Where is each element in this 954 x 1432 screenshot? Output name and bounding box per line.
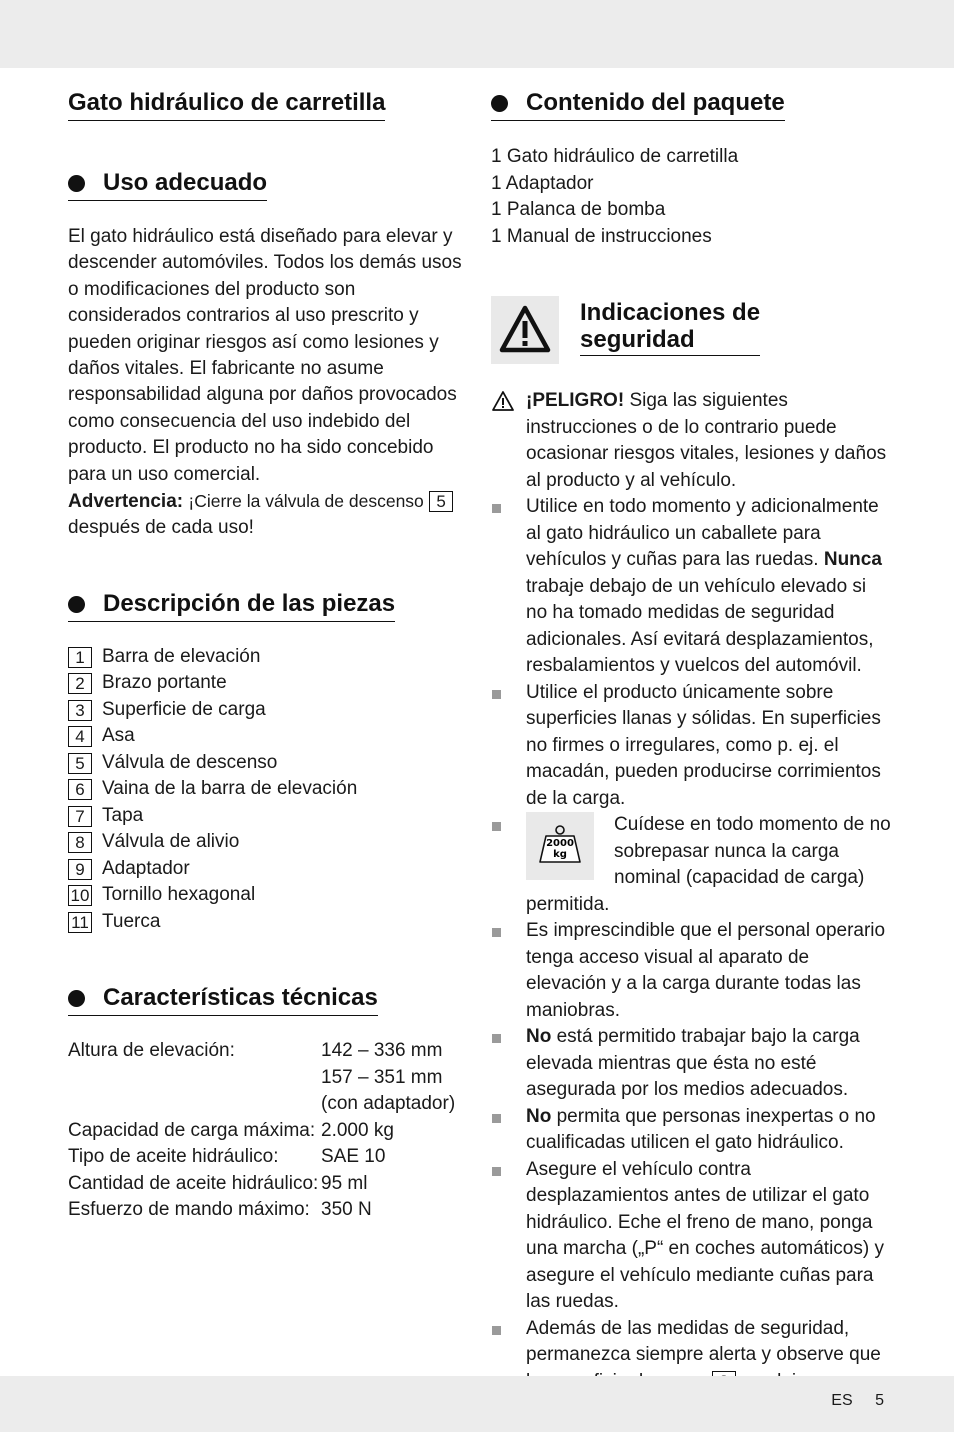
bullet-square-icon [492,822,501,831]
list-item: No está permitido trabajar bajo la carga elevada mientras que ésta no esté asegurada por los medios adecuados. [491,1024,891,1104]
footer-band [0,1376,954,1432]
header-band [0,0,954,68]
bullet-square-icon [492,1114,501,1123]
list-item: Es imprescindible que el personal operario tenga acceso visual al aparato de elevación y a la carga durante todas las maniobras. [491,918,891,1024]
bullet-square-icon [492,1326,501,1335]
uso-body: El gato hidráulico está diseñado para elevar y descender automóviles. Todos los demás usos o modificaciones del producto son considerados contrarios al uso prescrito y pueden originar riesgos así como lesiones y daños vitales. El fabricante no asume responsabilidad alguna por daños provocados como consecuencia del uso indebido del producto. El producto no ha sido concebido para un uso comercial. Advertencia: ¡Cierre la válvula de descenso 5 después de cada uso! [68,226,462,539]
danger-triangle-icon [491,390,515,421]
contenido-heading-text: Contenido del paquete [526,89,785,116]
specs-table [68,1038,464,1224]
list-item: 1 Barra de elevación [68,644,464,671]
table-row: (con adaptador) [321,1093,456,1115]
safety-heading: Indicaciones de seguridad [580,299,760,356]
list-item: 4 Asa [68,723,464,750]
danger-item: ¡PELIGRO! Siga las siguientes instrucciones o de lo contrario puede ocasionar riesgos vitales, lesiones y daños al producto y al vehículo. [491,388,891,494]
list-item: No permita que personas inexpertas o no cualificadas utilicen el gato hidráulico. [491,1104,891,1157]
section-heading-piezas [68,589,395,622]
warning-end: después de cada uso! [68,517,254,539]
list-item: Utilice el producto únicamente sobre superficies llanas y sólidas. En superficies no firmes o irregulares, como p. ej. el macadán, pueden producirse corrimientos de la carga. [491,680,891,813]
list-item: 8 Válvula de alivio [68,829,464,856]
weight-limit-icon [526,812,594,880]
piezas-heading-text: Descripción de las piezas [103,589,396,617]
bullet-square-icon [492,504,501,513]
language-code: ES [831,1392,853,1409]
list-item: 9 Adaptador [68,856,464,883]
table-row: Esfuerzo de mando máximo: 350 N [68,1199,372,1221]
package-contents [491,144,891,250]
bullet-square-icon [492,928,501,937]
uso-heading-text: Uso adecuado [103,169,268,196]
list-item: 11 Tuerca [68,909,464,936]
danger-label: ¡PELIGRO! [526,390,625,411]
part-ref-box: 5 [429,491,453,512]
table-row: 157 – 351 mm [321,1066,443,1088]
tecnicas-heading-text: Características técnicas [103,984,378,1012]
parts-list [68,644,464,936]
list-item: 2000 kg Cuídese en todo momento de no sobrepasar nunca la carga nominal (capacidad de carga) permitida. [491,812,891,918]
list-item: 1 Palanca de bomba [491,199,666,220]
bullet-dot-icon [68,990,85,1007]
list-item: 7 Tapa [68,803,464,830]
safety-list [491,388,891,1422]
section-heading-uso [68,168,267,201]
list-item: 6 Vaina de la barra de elevación [68,776,464,803]
document-title: Gato hidráulico de carretilla [68,88,385,121]
left-column [68,88,464,1224]
list-item: 3 Superficie de carga [68,697,464,724]
list-item: Además de las medidas de seguridad, permanezca siempre alerta y observe que [491,1316,891,1422]
right-column [491,88,891,1422]
svg-text:kg: kg [553,849,567,860]
bullet-square-icon [492,1034,501,1043]
list-item: Asegure el vehículo contra desplazamientos antes de utilizar el gato hidráulico. Eche el freno de mano, ponga una marcha („P“ en coches automáticos) y asegure el vehículo mediante cuñas para las ruedas. [491,1157,891,1316]
table-row: Tipo de aceite hidráulico: SAE 10 [68,1146,386,1168]
list-item: 10 Tornillo hexagonal [68,882,464,909]
table-row: Altura de elevación: 142 – 336 mm [68,1040,443,1062]
table-row: Capacidad de carga máxima: 2.000 kg [68,1119,394,1141]
bullet-square-icon [492,1167,501,1176]
list-item: 1 Manual de instrucciones [491,225,712,247]
warning-triangle-icon [491,296,559,364]
bullet-dot-icon [68,596,85,613]
warning-text: ¡Cierre la válvula de descenso [188,491,424,512]
bullet-square-icon [492,690,501,699]
list-item: Utilice en todo momento y adicionalmente al gato hidráulico un caballete para vehículos y cuñas para las ruedas. Nunca trabaje debajo de un vehículo elevado si no ha tomado medidas de seguridad adicionales. Así evitará desplazamientos, resbalamientos y vuelcos del automóvil. [491,494,891,680]
warning-label: Advertencia: [68,491,184,513]
svg-text:2000: 2000 [546,838,574,849]
table-row: Cantidad de aceite hidráulico: 95 ml [68,1172,368,1194]
bullet-dot-icon [68,175,85,192]
list-item: 1 Gato hidráulico de carretilla [491,146,739,167]
page-number: 5 [875,1392,884,1409]
section-heading-tecnicas [68,983,378,1016]
list-item: 1 Adaptador [491,172,594,194]
section-heading-contenido [491,88,785,121]
list-item: 5 Válvula de descenso [68,750,464,777]
safety-heading-block [491,296,891,364]
bullet-dot-icon [491,95,508,112]
page-footer [813,1392,884,1410]
list-item: 2 Brazo portante [68,670,464,697]
